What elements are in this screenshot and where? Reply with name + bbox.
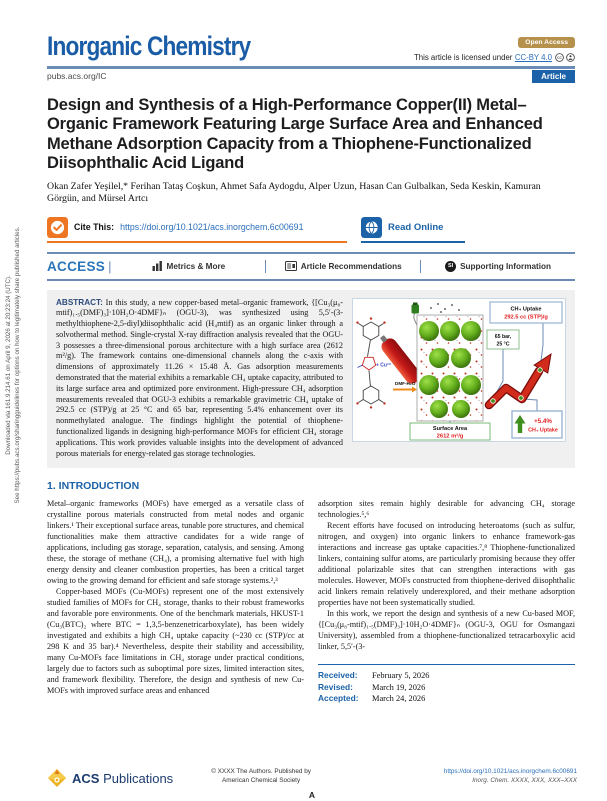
intro-column-right [318,498,575,705]
cite-this-label: Cite This: [74,222,115,232]
abstract-text: In this study, a new copper-based metal–organic framework, {[Cu₃(μ₈-mtif)₁.₅(DMF)₃]·10H₂O·4DMF}ₙ (OGU-3), was synthesized using 5,5′-(3-methylthiophene-2,5-diyl)diisophthalic acid (H₄mtif) as an organic linker through a solvothermal method. Single-crystal X-ray diffraction analysis revealed that the OGU-3 possesses a three-dimensional porous architecture with a high surface area (2612 m²/g). The framework contains one-dimensional channels along the c-axis with dimensions of approximately 11.26 × 15.48 Å. Gas adsorption measurements demonstrated that the material exhibits a remarkable CH₄ uptake capacity, attributed to its large surface area and optimized pore environment. High-pressure CH₄ adsorption measurements revealed that OGU-3 exhibits a remarkable gravimetric CH₄ uptake of 292.5 cc (STP)/g at 25 °C and 65 bar, representing 5.4% enhancement over its nonmethylated analogue. The findings highlight the potential of thiophene-functionalized ligands in designing high-performance MOFs for efficient CH₄ storage applications. This work provides valuable insights into the development of advanced porous materials for energy-related gas storage technologies. [56,297,344,458]
graphical-abstract [352,298,566,442]
read-online-label: Read Online [388,221,444,233]
cite-bar [47,217,575,243]
mof-framework [417,315,483,421]
access-link[interactable]: ACCESS [47,258,106,274]
accepted-row [318,693,575,705]
publications-text: Publications [103,770,174,786]
surface-area-callout [410,423,490,440]
intro-columns [47,498,575,705]
globe-icon [361,217,382,238]
article-type-badge: Article [532,70,575,83]
revised-value: March 19, 2026 [372,682,426,692]
journal-logo: Inorganic Chemistry [47,31,251,61]
enhancement-callout [512,411,562,438]
accepted-label: Accepted: [318,693,359,704]
fuel-nozzle-icon [412,302,420,313]
received-value: February 5, 2026 [372,671,430,681]
conditions-line2: 25 °C [496,341,510,347]
page-number: A [308,790,316,800]
acs-publications-logo[interactable] [47,768,173,788]
journal-url-link[interactable]: pubs.acs.org/IC [47,71,107,81]
intro-paragraph-1: Metal–organic frameworks (MOFs) have emerged as a versatile class of crystalline porous materials constructed from metal nodes and organic linkers.¹ Their exceptional surface areas, tunable pore structures, and chemical functionalities make them attractive candidates for a wide range of applications, including gas storage, separation, catalysis, and sensing. Among these, the storage of methane (CH₄), a promising alternative fuel with high energy density and cleaner combustion properties, has been a critical target owing to the growing demand for efficient and safe storage systems.²,³ [47,499,304,586]
intro-paragraph-2: Copper-based MOFs (Cu-MOFs) represent one of the most extensively studied families of MOFs for CH₄ storage, thanks to their robust frameworks and favorable pore environments. One of the benchmark materials, HKUST-1 (Cu₃(BTC)₂ where BTC = 1,3,5-benzenetricarboxylate), has been widely investigated and exhibits a high CH₄ uptake capacity (~230 cc (STP)/cc at 298 K and 35 bar).⁴ Nevertheless, despite their stability and accessibility, many Cu-MOFs face limitations in CH₄ storage under practical conditions, largely due to factors such as suboptimal pore sizes, limited interaction sites, and framework flexibility. Therefore, the design and synthesis of new Cu-MOFs with improved surface areas and enhanced [47,587,304,696]
metrics-and-more-link[interactable] [111,261,265,271]
abstract-label: ABSTRACT: [56,297,103,307]
conditions-callout [487,330,519,349]
intro-paragraph-5: In this work, we report the design and synthesis of a new Cu-based MOF, {[Cu₃(μ₈-mtif)₁.₅(DMF)₃]·10H₂O·4DMF}ₙ (OGU-3, OGU for Osmangazi University), assembled from a thiophene-functionalized tetracarboxylic acid linker, 5,5′-(3- [318,609,575,652]
article-page [47,0,575,705]
intro-column-left [47,498,304,705]
footer-citation-block [444,768,577,785]
svg-text:cc: cc [556,55,562,61]
received-row [318,670,575,682]
received-label: Received: [318,670,358,681]
copyright-line1: © XXXX The Authors. Published by [211,768,311,775]
copyright-notice [211,768,311,785]
copyright-line2: American Chemical Society [222,776,301,784]
footer-doi-link[interactable]: https://doi.org/10.1021/acs.inorgchem.6c00691 [443,768,577,775]
graphical-abstract-figure [353,299,565,441]
ch4-molecules [430,303,460,313]
surface-area-value: 2612 m²/g [436,433,464,439]
trend-arrow [489,354,551,405]
open-access-badge: Open Access [518,37,575,48]
article-recommendations-link[interactable] [266,261,420,271]
uptake-callout [490,302,562,323]
license-line [414,53,575,62]
sharing-guidelines-line: See https://pubs.acs.org/sharingguidelines for options on how to legitimately share published articles. [13,226,21,504]
read-online-button[interactable] [361,217,465,243]
cite-this-button[interactable] [47,217,347,243]
dates-box [318,664,575,705]
cc-icon [555,53,564,62]
cc-by-link[interactable]: CC-BY 4.0 [514,53,552,62]
sharing-note [5,82,22,648]
intro-paragraph-4: Recent efforts have focused on introducing heteroatoms (such as sulfur, nitrogen, and oxygen) into organic linkers to enhance framework-gas interactions and increase gas uptake capacities.⁷,⁸ Thiophene-functionalized linkers, containing sulfur atoms, are particularly promising because they offer additional polarizable sites that can strengthen interactions with gas molecules. However, MOFs constructed from thiophene-derived diisophthalic acid linkers remain relatively underexplored, and their methane adsorption properties have not been systematically studied. [318,521,575,608]
recommendations-icon [285,261,297,271]
downloaded-note-line: Downloaded via 161.9.214.61 on April 9, 2026 at 20:23:24 (UTC). [5,275,12,455]
cite-check-icon [47,217,68,238]
intro-paragraph-3: adsorption sites remain highly desirable for advancing CH₄ storage technologies.⁵,⁶ [318,499,575,520]
revised-label: Revised: [318,681,353,692]
page-footer [47,768,577,800]
accepted-value: March 24, 2026 [372,694,426,704]
metrics-label: Metrics & More [166,261,226,271]
revised-row [318,682,575,694]
supporting-label: Supporting Information [460,261,552,271]
enhancement-value: +5.4% [534,417,552,425]
license-text: This article is licensed under [414,53,513,62]
journal-header [47,31,575,62]
author-list: Okan Zafer Yeşilel,* Ferihan Tataş Coşkun, Ahmet Safa Aydogdu, Alper Uzun, Hasan Can Gulbalkan, Seda Keskin, Kamuran Görgün, and Mürsel Artcı [47,180,541,204]
gas-cylinder [376,331,424,386]
enhancement-label: CH₄ Uptake [528,427,558,433]
abstract-section [47,290,575,469]
dmf-label: DMF-H₂O [395,380,416,386]
doi-link[interactable]: https://doi.org/10.1021/acs.inorgchem.6c00691 [120,222,304,232]
access-bar [47,252,575,281]
bar-chart-icon [152,261,163,271]
acs-text: ACS [72,770,100,786]
section-heading-introduction: 1. INTRODUCTION [47,480,140,493]
header-rule [47,66,575,69]
cu-ion-label: + Cu²⁺ [376,362,392,368]
acs-diamond-icon [47,768,67,788]
uptake-value: 292.5 cc (STP)/g [504,314,548,320]
surface-area-title: Surface Area [432,425,468,432]
supporting-information-link[interactable] [421,261,575,272]
article-title: Design and Synthesis of a High-Performance Copper(II) Metal–Organic Framework Featuring Large Surface Area and Enhanced Methane Adsorption Capacity from a Thiophene-Functionalized Diisophthalic Acid Ligand [47,95,543,172]
header-right [414,31,575,62]
journal-citation: Inorg. Chem. XXXX, XXX, XXX–XXX [472,776,577,784]
conditions-line1: 65 bar, [494,333,512,340]
si-icon: SI [445,261,456,272]
cc-by-person-icon [566,53,575,62]
site-row [47,70,575,83]
recommendations-label: Article Recommendations [300,261,402,271]
access-pipe: | [108,258,112,274]
uptake-title: CH₄ Uptake [510,306,542,312]
